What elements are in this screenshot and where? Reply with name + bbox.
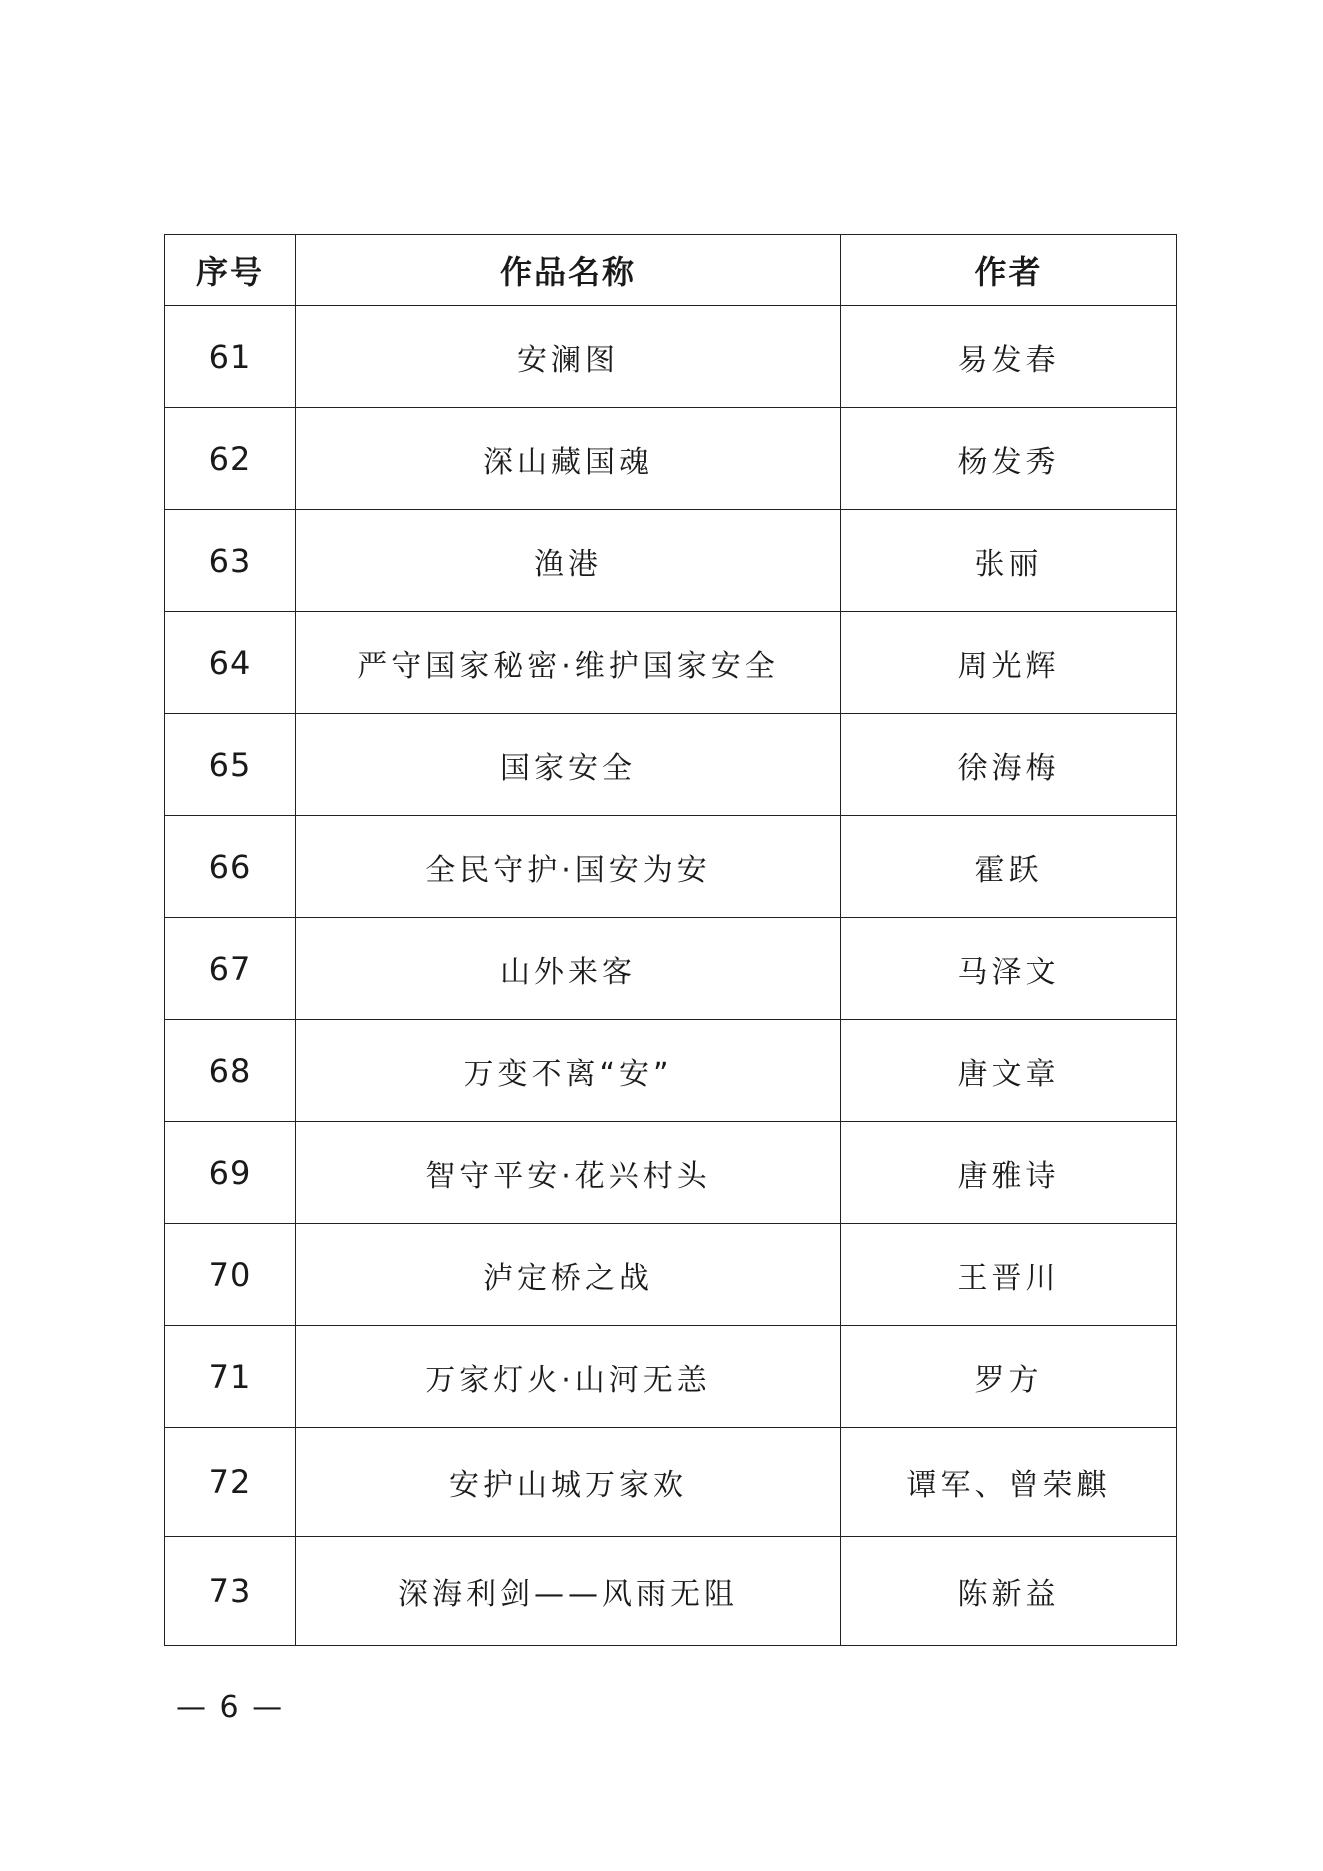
row-number: 66: [165, 816, 296, 918]
row-author: 易发春: [841, 306, 1177, 408]
row-title: 泸定桥之战: [296, 1224, 841, 1326]
table-row: [165, 918, 1177, 1020]
row-title: 深山藏国魂: [296, 408, 841, 510]
row-title: 渔港: [296, 510, 841, 612]
row-number: 73: [165, 1537, 296, 1646]
table-header-row: [165, 235, 1177, 306]
row-number: 71: [165, 1326, 296, 1428]
row-author: 唐文章: [841, 1020, 1177, 1122]
header-author: 作者: [841, 235, 1177, 306]
row-author: 罗方: [841, 1326, 1177, 1428]
table-row: [165, 1224, 1177, 1326]
row-number: 70: [165, 1224, 296, 1326]
row-title: 万家灯火·山河无恙: [296, 1326, 841, 1428]
row-title: 国家安全: [296, 714, 841, 816]
row-number: 67: [165, 918, 296, 1020]
header-number: 序号: [165, 235, 296, 306]
row-author: 谭军、曾荣麒: [841, 1428, 1177, 1537]
table-row: [165, 816, 1177, 918]
row-number: 62: [165, 408, 296, 510]
row-number: 63: [165, 510, 296, 612]
row-author: 周光辉: [841, 612, 1177, 714]
page-number: — 6 —: [176, 1690, 285, 1725]
row-author: 唐雅诗: [841, 1122, 1177, 1224]
table-row: [165, 306, 1177, 408]
row-number: 64: [165, 612, 296, 714]
table-row: [165, 1020, 1177, 1122]
row-title: 万变不离“安”: [296, 1020, 841, 1122]
row-author: 马泽文: [841, 918, 1177, 1020]
table-row: [165, 1122, 1177, 1224]
row-title: 全民守护·国安为安: [296, 816, 841, 918]
row-title: 安护山城万家欢: [296, 1428, 841, 1537]
row-author: 张丽: [841, 510, 1177, 612]
table-row: [165, 510, 1177, 612]
row-number: 65: [165, 714, 296, 816]
row-title: 智守平安·花兴村头: [296, 1122, 841, 1224]
row-number: 69: [165, 1122, 296, 1224]
table-row: [165, 612, 1177, 714]
table-row: [165, 1428, 1177, 1537]
row-author: 霍跃: [841, 816, 1177, 918]
table-row: [165, 714, 1177, 816]
row-number: 61: [165, 306, 296, 408]
row-title: 严守国家秘密·维护国家安全: [296, 612, 841, 714]
row-author: 徐海梅: [841, 714, 1177, 816]
row-author: 王晋川: [841, 1224, 1177, 1326]
works-table: [164, 234, 1177, 1646]
row-author: 杨发秀: [841, 408, 1177, 510]
header-title: 作品名称: [296, 235, 841, 306]
row-number: 72: [165, 1428, 296, 1537]
table-row: [165, 1537, 1177, 1646]
row-title: 安澜图: [296, 306, 841, 408]
table-row: [165, 1326, 1177, 1428]
row-author: 陈新益: [841, 1537, 1177, 1646]
row-number: 68: [165, 1020, 296, 1122]
row-title: 山外来客: [296, 918, 841, 1020]
table-row: [165, 408, 1177, 510]
row-title: 深海利剑——风雨无阻: [296, 1537, 841, 1646]
